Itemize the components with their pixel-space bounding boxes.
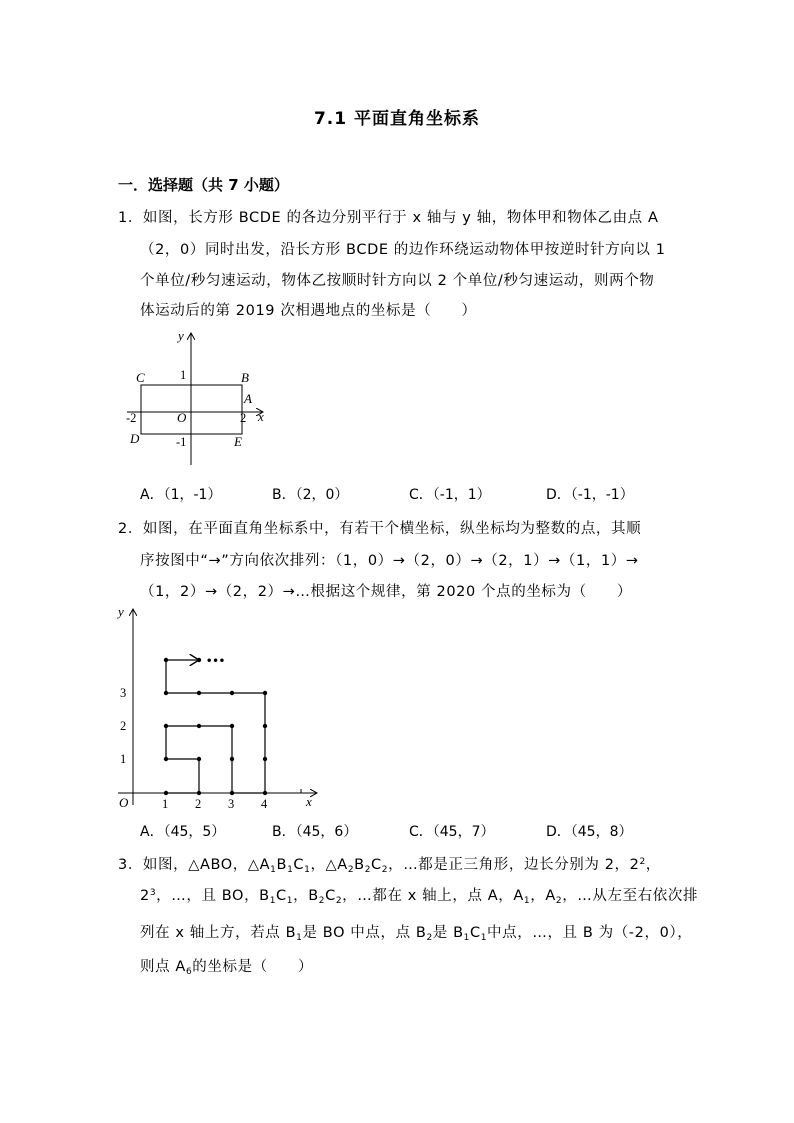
q1-tick-2: 2 <box>240 411 247 425</box>
q1-label-c: C <box>136 370 145 385</box>
q2-tick-x1: 1 <box>162 797 169 811</box>
q2-line-1: 2．如图，在平面直角坐标系中，有若干个横坐标，纵坐标均为整数的点，其顺 <box>118 521 642 537</box>
q2-point <box>263 791 267 795</box>
q2-point <box>230 691 234 695</box>
q2-tick-y1: 1 <box>120 752 127 766</box>
q3-line-4: 则点 $A_6$的坐标是（ ） <box>140 959 314 977</box>
q1-tick-neg2: -2 <box>126 411 137 425</box>
q2-point <box>263 724 267 728</box>
q2-point <box>197 658 201 662</box>
q2-point <box>230 791 234 795</box>
q1-tick-neg1: -1 <box>176 435 187 449</box>
q1-line-2: （2，0）同时出发，沿长方形 BCDE 的边作环绕运动物体甲按逆时针方向以 1 <box>140 242 666 258</box>
q2-point <box>164 658 168 662</box>
q1-option-c[interactable]: C．（-1，1） <box>409 487 491 503</box>
q2-point <box>197 691 201 695</box>
q1-option-b[interactable]: B．（2，0） <box>272 487 349 503</box>
q1-label-x: x <box>258 409 264 424</box>
q1-tick-1: 1 <box>180 368 187 382</box>
q2-tick-y3: 3 <box>120 686 127 700</box>
q2-label-o: O <box>119 795 129 810</box>
q2-point <box>197 724 201 728</box>
q2-continuation-dots: ••• <box>206 656 226 667</box>
q2-point <box>164 757 168 761</box>
q2-point <box>197 791 201 795</box>
q2-point <box>164 691 168 695</box>
q2-option-d[interactable]: D．（45，8） <box>546 824 633 840</box>
q3-line-3: 列在 x 轴上方，若点 $B_1$是 BO 中点，点 $B_2$是 $B_1C_1$中点，…，且 B 为（-2，0）， <box>140 925 693 943</box>
q2-point <box>230 724 234 728</box>
page-title: 7.1 平面直角坐标系 <box>313 109 481 129</box>
q2-option-c[interactable]: C．（45，7） <box>409 824 495 840</box>
q2-point <box>164 724 168 728</box>
q2-tick-x2: 2 <box>195 797 202 811</box>
q1-line-1: 1．如图，长方形 BCDE 的各边分别平行于 x 轴与 y 轴，物体甲和物体乙由点 A <box>118 210 659 226</box>
q2-tick-x4: 4 <box>261 797 268 811</box>
q2-figure-spiral <box>110 600 325 815</box>
q1-label-e: E <box>234 434 242 449</box>
q1-option-d[interactable]: D．（-1，-1） <box>546 487 634 503</box>
q1-line-4: 体运动后的第 2019 次相遇地点的坐标是（ ） <box>140 303 477 319</box>
q2-spiral-path <box>166 660 265 793</box>
q1-label-b: B <box>241 370 249 385</box>
q1-label-o: O <box>177 410 187 425</box>
q2-point <box>164 791 168 795</box>
q1-label-d: D <box>130 431 140 446</box>
q1-line-3: 个单位/秒匀速运动，物体乙按顺时针方向以 2 个单位/秒匀速运动，则两个物 <box>140 273 655 289</box>
q2-point <box>230 757 234 761</box>
q2-option-b[interactable]: B．（45，6） <box>272 824 358 840</box>
section-heading: 一．选择题（共 7 小题） <box>118 176 289 194</box>
q2-point <box>197 757 201 761</box>
q2-option-a[interactable]: A．（45，5） <box>140 824 226 840</box>
q3-line-1: 3．如图，△ABO，$\triangle A_1B_1C_1$，$\triangle A_2B_2C_2$，…都是正三角形，边长分别为 2，$2^2$， <box>118 857 661 875</box>
q2-line-3: （1，2）→（2，2）→…根据这个规律，第 2020 个点的坐标为（ ） <box>140 584 633 600</box>
q2-point <box>263 691 267 695</box>
q1-figure-rectangle <box>110 322 280 472</box>
q2-tick-y2: 2 <box>120 719 127 733</box>
q2-tick-x3: 3 <box>228 797 235 811</box>
q2-label-x: x <box>306 794 312 809</box>
q2-label-y: y <box>118 604 124 619</box>
q2-point <box>263 757 267 761</box>
q1-label-y: y <box>178 328 184 343</box>
q2-line-2: 序按图中“→”方向依次排列：（1，0）→（2，0）→（2，1）→（1，1）→ <box>140 553 639 569</box>
q1-option-a[interactable]: A．（1，-1） <box>140 487 222 503</box>
q1-label-a: A <box>244 391 252 406</box>
q3-line-2: $2^3$，…，且 BO，$B_1C_1$，$B_2C_2$，…都在 x 轴上，点 A，$A_1$，$A_2$，…从左至右依次排 <box>140 888 699 906</box>
